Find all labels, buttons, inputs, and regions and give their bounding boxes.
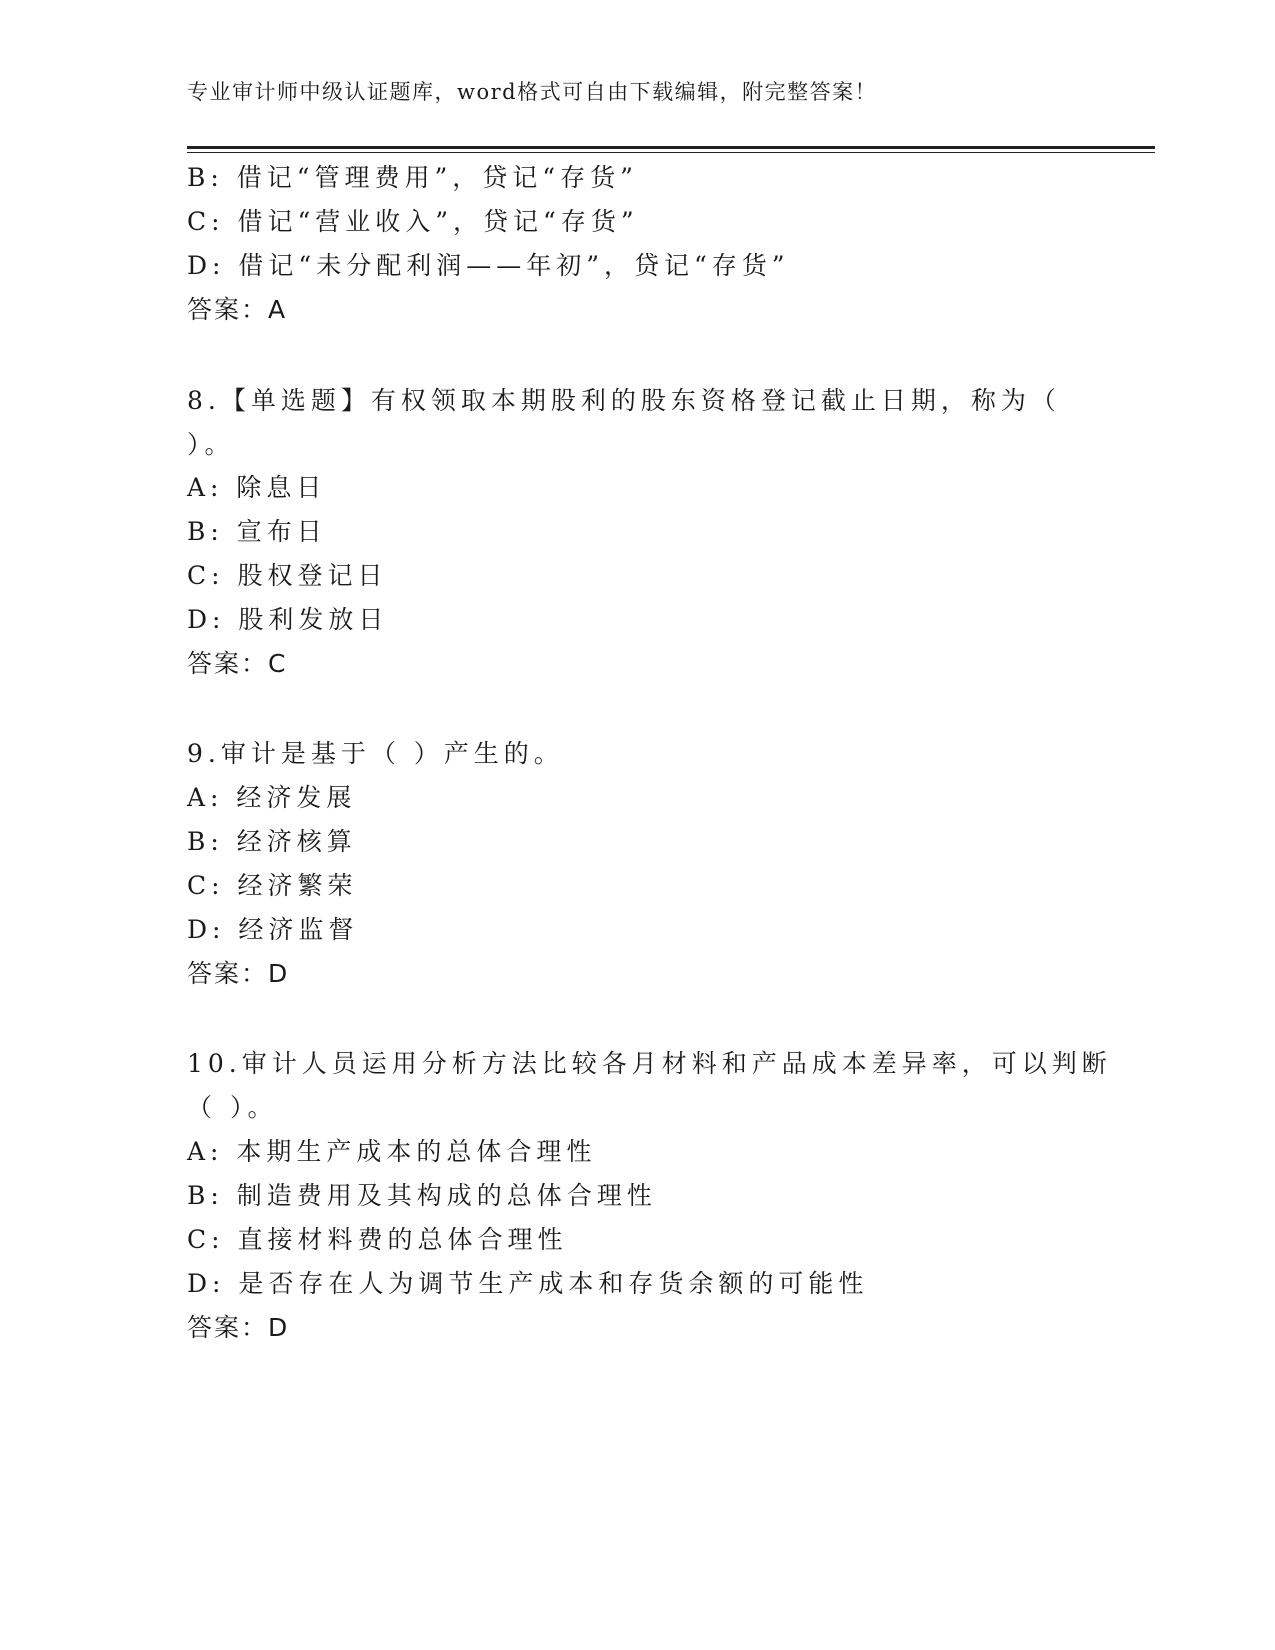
q10-answer: 答案：D [187,1313,290,1342]
q10-option-c: C: 直接材料费的总体合理性 [187,1225,568,1254]
q9-option-a: A: 经济发展 [187,783,357,812]
q10-option-b: B: 制造费用及其构成的总体合理性 [187,1181,657,1210]
q10-stem-line2: （ ）。 [187,1093,278,1122]
q10-option-a: A: 本期生产成本的总体合理性 [187,1137,597,1166]
q7-option-d: D: 借记“未分配利润——年初”，贷记“存货” [187,251,790,280]
q9-option-b: B: 经济核算 [187,827,357,856]
q7-option-b: B: 借记“管理费用”，贷记“存货” [187,163,638,192]
q8-option-d: D: 股利发放日 [187,605,389,634]
q7-answer: 答案：A [187,295,288,324]
q10-option-d: D: 是否存在人为调节生产成本和存货余额的可能性 [187,1269,869,1298]
q10-stem-line1: 10.审计人员运用分析方法比较各月材料和产品成本差异率，可以判断 [187,1049,1112,1078]
page-header: 专业审计师中级认证题库，word格式可自由下载编辑，附完整答案！ [187,80,878,104]
q9-option-c: C: 经济繁荣 [187,871,358,900]
q7-option-c: C: 借记“营业收入”，贷记“存货” [187,207,639,236]
header-rule-thin [187,152,1155,153]
q8-answer: 答案：C [187,649,288,678]
q9-stem: 9.审计是基于（ ）产生的。 [187,739,564,768]
q9-option-d: D: 经济监督 [187,915,359,944]
header-rule-thick [187,146,1155,149]
q8-option-c: C: 股权登记日 [187,561,388,590]
q9-answer: 答案：D [187,959,290,988]
q8-stem-line1: 8.【单选题】有权领取本期股利的股东资格登记截止日期，称为（ [187,386,1061,415]
q8-stem-line2: ）。 [187,430,235,459]
q8-option-a: A: 除息日 [187,473,327,502]
q8-option-b: B: 宣布日 [187,517,327,546]
